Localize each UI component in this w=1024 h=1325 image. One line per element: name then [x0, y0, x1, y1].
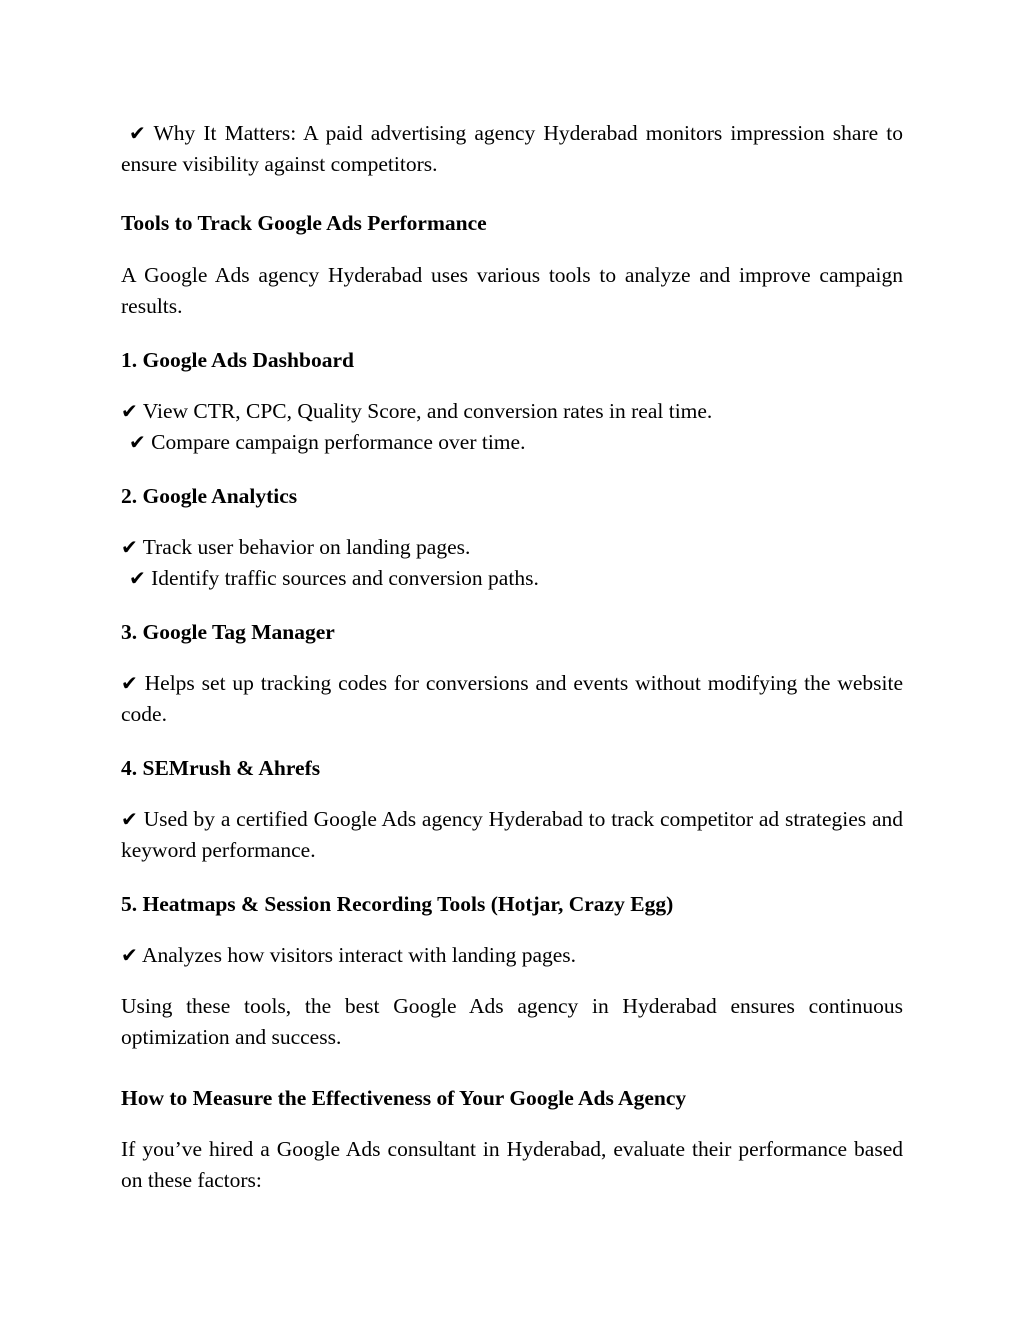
intro-bullet-text: Why It Matters: A paid advertising agency Hyderabad monitors impression share to ensure visibility against competitors. — [121, 121, 903, 176]
document-page — [121, 118, 903, 1196]
measure-section-title: How to Measure the Effectiveness of Your Google Ads Agency — [121, 1086, 687, 1110]
tools-section-title: Tools to Track Google Ads Performance — [121, 211, 487, 235]
tool-bullet-text: Helps set up tracking codes for conversions and events without modifying the website code. — [121, 671, 903, 726]
check-icon: ✔ — [121, 943, 138, 967]
tool-bullet — [121, 668, 903, 730]
tool-bullet-text: Track user behavior on landing pages. — [142, 535, 471, 559]
intro-bullet — [121, 118, 903, 180]
tool-heading: 1. Google Ads Dashboard — [121, 348, 354, 372]
tool-bullet-text: Used by a certified Google Ads agency Hyderabad to track competitor ad strategies and keyword performance. — [121, 807, 903, 862]
tool-bullet — [121, 396, 903, 427]
check-icon: ✔ — [129, 121, 146, 145]
check-icon: ✔ — [121, 399, 138, 423]
tool-bullet — [121, 427, 903, 458]
tool-bullet-text: Identify traffic sources and conversion paths. — [151, 566, 539, 590]
check-icon: ✔ — [121, 671, 138, 695]
tool-heading: 3. Google Tag Manager — [121, 620, 335, 644]
tools-section-conclusion: Using these tools, the best Google Ads agency in Hyderabad ensures continuous optimization and success. — [121, 994, 903, 1049]
check-icon: ✔ — [121, 535, 138, 559]
tool-heading: 4. SEMrush & Ahrefs — [121, 756, 321, 780]
check-icon: ✔ — [129, 430, 146, 454]
tool-bullet-text: Compare campaign performance over time. — [151, 430, 526, 454]
tool-bullet — [121, 804, 903, 866]
tool-heading: 2. Google Analytics — [121, 484, 298, 508]
tool-bullet — [121, 532, 903, 563]
measure-section-intro: If you’ve hired a Google Ads consultant in Hyderabad, evaluate their performance based on these factors: — [121, 1137, 903, 1192]
tool-heading: 5. Heatmaps & Session Recording Tools (Hotjar, Crazy Egg) — [121, 892, 674, 916]
tool-bullet — [121, 563, 903, 594]
tools-section-intro: A Google Ads agency Hyderabad uses various tools to analyze and improve campaign results. — [121, 263, 903, 318]
tool-bullet-text: Analyzes how visitors interact with landing pages. — [141, 943, 577, 967]
check-icon: ✔ — [121, 807, 138, 831]
tool-bullet — [121, 940, 903, 971]
tool-bullet-text: View CTR, CPC, Quality Score, and conversion rates in real time. — [142, 399, 713, 423]
check-icon: ✔ — [129, 566, 146, 590]
